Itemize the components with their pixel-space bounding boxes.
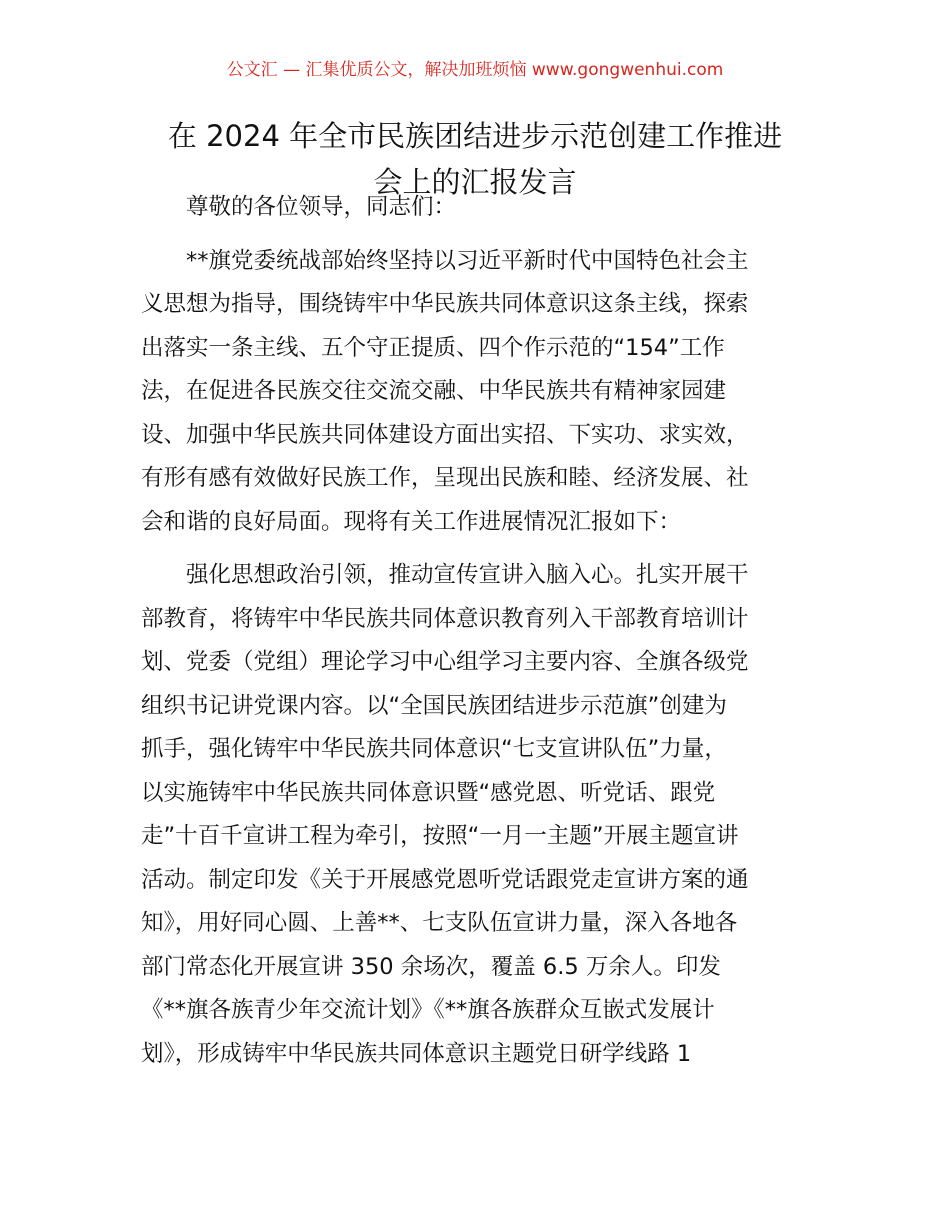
paragraph-line: 法，在促进各民族交往交流交融、中华民族共有精神家园建 <box>141 378 727 404</box>
paragraph-line: 划》，形成铸牢中华民族共同体意识主题党日研学线路 1 <box>141 1040 692 1067</box>
title-line-1: 在 2024 年全市民族团结进步示范创建工作推进 <box>167 119 783 153</box>
paragraph-line: 设、加强中华民族共同体建设方面出实招、下实功、求实效， <box>141 421 749 448</box>
paragraph-line: 有形有感有效做好民族工作，呈现出民族和睦、经济发展、社 <box>141 465 749 491</box>
paragraph-line: 走”十百千宣讲工程为牵引，按照“一月一主题”开展主题宣讲 <box>141 823 739 849</box>
document-body <box>141 186 813 1076</box>
paragraph-line: 义思想为指导，围绕铸牢中华民族共同体意识这条主线，探索 <box>141 291 749 317</box>
paragraph-line: 知》，用好同心圆、上善**、七支队伍宣讲力量，深入各地各 <box>141 910 738 936</box>
paragraph-line: 部门常态化开展宣讲 350 余场次，覆盖 6.5 万余人。印发 <box>141 953 721 980</box>
paragraph-line: 活动。制定印发《关于开展感党恩听党话跟党走宣讲方案的通 <box>141 866 749 893</box>
title-line-2: 会上的汇报发言 <box>373 165 577 199</box>
paragraph-line: 《**旗各族青少年交流计划》《**旗各族群众互嵌式发展计 <box>141 997 715 1023</box>
paragraph-line: 部教育，将铸牢中华民族共同体意识教育列入干部教育培训计 <box>141 605 749 632</box>
paragraph-line: 强化思想政治引领，推动宣传宣讲入脑入心。扎实开展干 <box>186 562 749 588</box>
paragraph-1 <box>141 240 813 545</box>
paragraph-2 <box>141 554 813 1076</box>
paragraph-line: 以实施铸牢中华民族共同体意识暨“感党恩、听党话、跟党 <box>141 779 716 806</box>
salutation: 尊敬的各位领导，同志们： <box>186 194 457 220</box>
paragraph-line: 出落实一条主线、五个守正提质、四个作示范的“154”工作 <box>141 334 725 361</box>
paragraph-line: 会和谐的良好局面。现将有关工作进展情况汇报如下： <box>141 508 682 535</box>
paragraph-line: 组织书记讲党课内容。以“全国民族团结进步示范旗”创建为 <box>141 692 727 719</box>
paragraph-line: 抓手，强化铸牢中华民族共同体意识“七支宣讲队伍”力量， <box>141 736 727 762</box>
paragraph-line: 划、党委（党组）理论学习中心组学习主要内容、全旗各级党 <box>141 649 749 675</box>
site-header-banner[interactable]: 公文汇 — 汇集优质公文，解决加班烦恼 www.gongwenhui.com <box>226 60 724 80</box>
paragraph-line: **旗党委统战部始终坚持以习近平新时代中国特色社会主 <box>186 247 749 274</box>
